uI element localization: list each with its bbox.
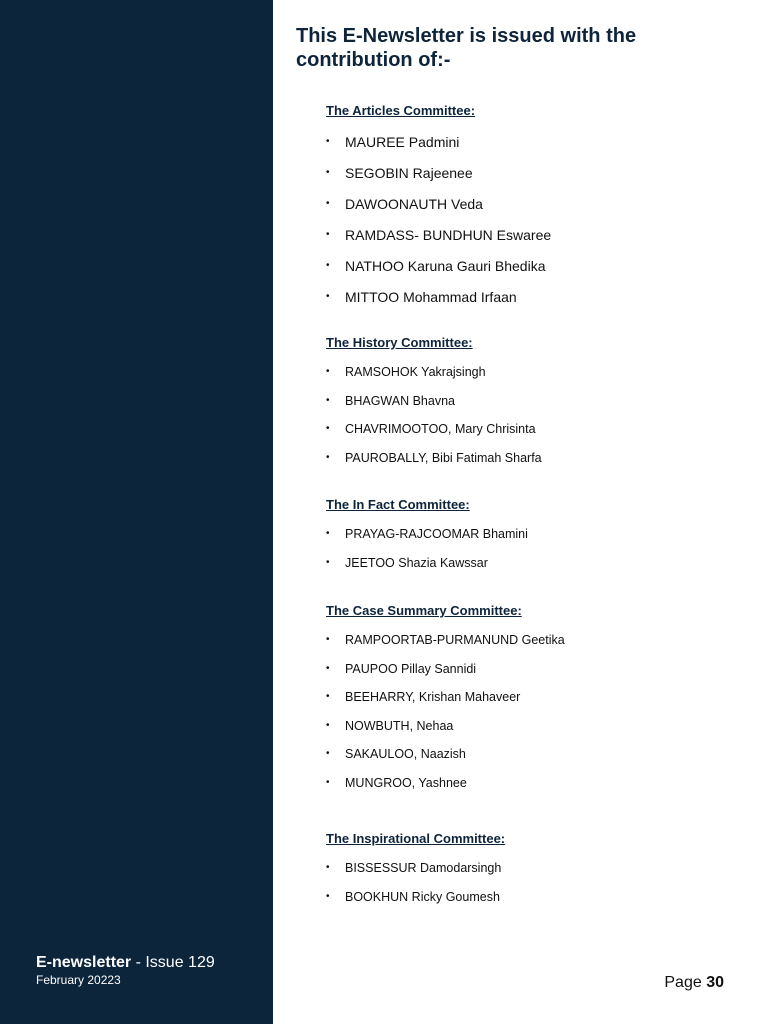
committee-title: The Case Summary Committee: (326, 603, 522, 618)
bullet-icon: • (326, 229, 330, 240)
bullet-icon: • (326, 260, 330, 271)
committee-title: The History Committee: (326, 335, 473, 350)
bullet-icon: • (326, 556, 330, 568)
member-name: NATHOO Karuna Gauri Bhedika (345, 258, 546, 274)
bullet-icon: • (326, 748, 330, 760)
member-item (326, 257, 726, 288)
member-item (326, 288, 726, 319)
member-list (326, 526, 726, 583)
member-name: MUNGROO, Yashnee (345, 775, 467, 790)
member-name: DAWOONAUTH Veda (345, 196, 483, 212)
bullet-icon: • (326, 136, 330, 147)
member-item (326, 526, 726, 555)
page-number (664, 974, 724, 992)
page-title: This E-Newsletter is issued with the contribution of:- (296, 25, 637, 71)
bullet-icon: • (326, 776, 330, 788)
member-name: PAUPOO Pillay Sannidi (345, 661, 477, 676)
committee-in-fact (326, 496, 726, 583)
committee-title: The Inspirational Committee: (326, 831, 506, 846)
page-number-value: 30 (706, 974, 724, 991)
main-content (296, 24, 736, 72)
committee-articles (326, 102, 726, 319)
issue-separator: - (131, 954, 146, 971)
member-list (326, 860, 726, 917)
bullet-icon: • (326, 198, 330, 209)
newsletter-brand: E-newsletter (36, 954, 132, 971)
member-item (326, 421, 726, 450)
member-name: BISSESSUR Damodarsingh (345, 861, 502, 875)
member-item (326, 775, 726, 804)
member-name: PRAYAG-RAJCOOMAR Bhamini (345, 527, 528, 541)
member-item (326, 226, 726, 257)
member-name: RAMPOORTAB-PURMANUND Geetika (345, 633, 565, 647)
bullet-icon: • (326, 451, 330, 463)
bullet-icon: • (326, 167, 330, 178)
member-name: NOWBUTH, Nehaa (345, 718, 454, 733)
page-label: Page (664, 974, 702, 991)
sidebar-panel (0, 0, 273, 1024)
member-name: RAMSOHOK Yakrajsingh (345, 365, 486, 379)
member-list (326, 364, 726, 478)
member-name: BOOKHUN Ricky Goumesh (345, 889, 500, 904)
bullet-icon: • (326, 691, 330, 703)
member-list (326, 133, 726, 319)
member-name: JEETOO Shazia Kawssar (345, 555, 488, 570)
member-item (326, 393, 726, 422)
committee-case-summary (326, 602, 726, 804)
member-name: RAMDASS- BUNDHUN Eswaree (345, 227, 552, 243)
member-name: PAUROBALLY, Bibi Fatimah Sharfa (345, 450, 542, 465)
member-name: SAKAULOO, Naazish (345, 747, 466, 762)
bullet-icon: • (326, 394, 330, 406)
issue-date: February 20223 (36, 973, 121, 987)
bullet-icon: • (326, 719, 330, 731)
member-item (326, 661, 726, 690)
member-item (326, 746, 726, 775)
member-item (326, 889, 726, 918)
bullet-icon: • (326, 662, 330, 674)
member-list (326, 632, 726, 804)
member-item (326, 164, 726, 195)
committee-title: The Articles Committee: (326, 103, 476, 118)
newsletter-issue-line (36, 954, 215, 972)
member-item (326, 555, 726, 584)
issue-number: Issue 129 (145, 954, 215, 971)
newsletter-footer (36, 954, 215, 988)
member-name: BEEHARRY, Krishan Mahaveer (345, 690, 521, 705)
bullet-icon: • (326, 862, 330, 873)
member-item (326, 860, 726, 889)
member-item (326, 133, 726, 164)
bullet-icon: • (326, 366, 330, 377)
bullet-icon: • (326, 423, 330, 435)
member-item (326, 450, 726, 479)
committee-title: The In Fact Committee: (326, 497, 470, 512)
bullet-icon: • (326, 528, 330, 539)
member-name: BHAGWAN Bhavna (345, 393, 455, 408)
member-name: CHAVRIMOOTOO, Mary Chrisinta (345, 422, 536, 437)
member-name: SEGOBIN Rajeenee (345, 165, 473, 181)
member-name: MAUREE Padmini (345, 134, 460, 150)
committee-inspirational (326, 830, 726, 917)
member-item (326, 195, 726, 226)
bullet-icon: • (326, 890, 330, 902)
bullet-icon: • (326, 634, 330, 645)
member-item (326, 364, 726, 393)
member-item (326, 632, 726, 661)
bullet-icon: • (326, 291, 330, 302)
member-item (326, 689, 726, 718)
committee-history (326, 334, 726, 478)
member-name: MITTOO Mohammad Irfaan (345, 289, 517, 305)
member-item (326, 718, 726, 747)
